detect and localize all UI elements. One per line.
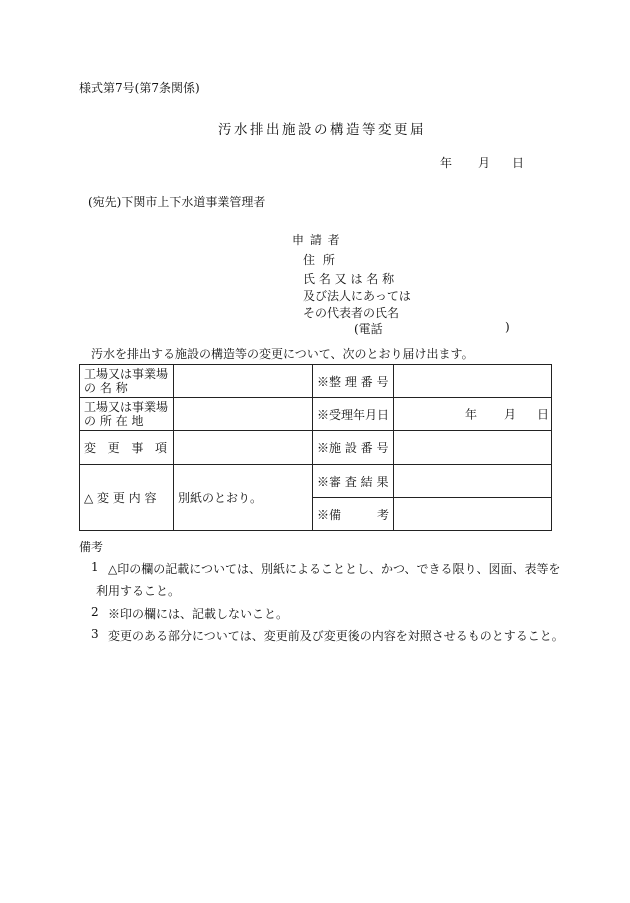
note-2-number: 2 (91, 605, 99, 619)
note-1-continuation: 利用すること。 (96, 584, 181, 598)
applicant-address-label: 住 所 (303, 253, 337, 267)
applicant-phone-label: (電話 (354, 322, 383, 336)
change-items-value[interactable] (174, 431, 313, 465)
applicant-heading: 申 請 者 (292, 233, 341, 247)
remarks-label: ※備 考 (313, 498, 394, 531)
receipt-day-label: 日 (537, 407, 550, 422)
ref-number-value (394, 365, 552, 398)
change-content-label: △ 変 更 内 容 (80, 465, 174, 531)
ref-number-label: ※整 理 番 号 (313, 365, 394, 398)
receipt-year-label: 年 (465, 407, 478, 422)
applicant-phone-close: ) (505, 320, 510, 334)
form-table (79, 364, 552, 531)
receipt-month-label: 月 (504, 407, 517, 422)
factory-address-label: 工場又は事業場 の 所 在 地 (80, 398, 174, 431)
applicant-name-label-3: その代表者の氏名 (303, 306, 400, 320)
date-year-label: 年 (440, 156, 453, 170)
review-result-value (394, 465, 552, 498)
form-number: 様式第7号(第7条関係) (79, 81, 200, 95)
date-day-label: 日 (512, 156, 525, 170)
remarks-value (394, 498, 552, 531)
table-row-factory-address (80, 398, 552, 431)
change-items-label: 変 更 事 項 (80, 431, 174, 465)
applicant-name-label-1: 氏 名 又 は 名 称 (303, 272, 395, 286)
facility-number-value (394, 431, 552, 465)
note-1-text: △印の欄の記載については、別紙によることとし、かつ、できる限り、図面、表等を (108, 562, 561, 576)
addressee: (宛先)下関市上下水道事業管理者 (88, 195, 266, 209)
document-title: 汚水排出施設の構造等変更届 (218, 122, 426, 138)
date-month-label: 月 (478, 156, 491, 170)
notes-heading: 備考 (79, 540, 104, 554)
factory-address-value[interactable] (174, 398, 313, 431)
note-3-text: 変更のある部分については、変更前及び変更後の内容を対照させるものとすること。 (108, 629, 564, 643)
note-1-number: 1 (91, 560, 99, 574)
table-row-change-items (80, 431, 552, 465)
factory-name-value[interactable] (174, 365, 313, 398)
applicant-name-label-2: 及び法人にあっては (303, 289, 411, 303)
receipt-date-value (394, 398, 552, 431)
change-content-value[interactable]: 別紙のとおり。 (174, 465, 313, 531)
review-result-label: ※審 査 結 果 (313, 465, 394, 498)
note-2-text: ※印の欄には、記載しないこと。 (108, 607, 289, 621)
receipt-date-label: ※受理年月日 (313, 398, 394, 431)
table-row-factory-name (80, 365, 552, 398)
intro-text: 汚水を排出する施設の構造等の変更について、次のとおり届け出ます。 (91, 347, 474, 361)
facility-number-label: ※施 設 番 号 (313, 431, 394, 465)
table-row-change-content (80, 465, 552, 498)
note-3-number: 3 (91, 627, 99, 641)
factory-name-label: 工場又は事業場 の 名 称 (80, 365, 174, 398)
